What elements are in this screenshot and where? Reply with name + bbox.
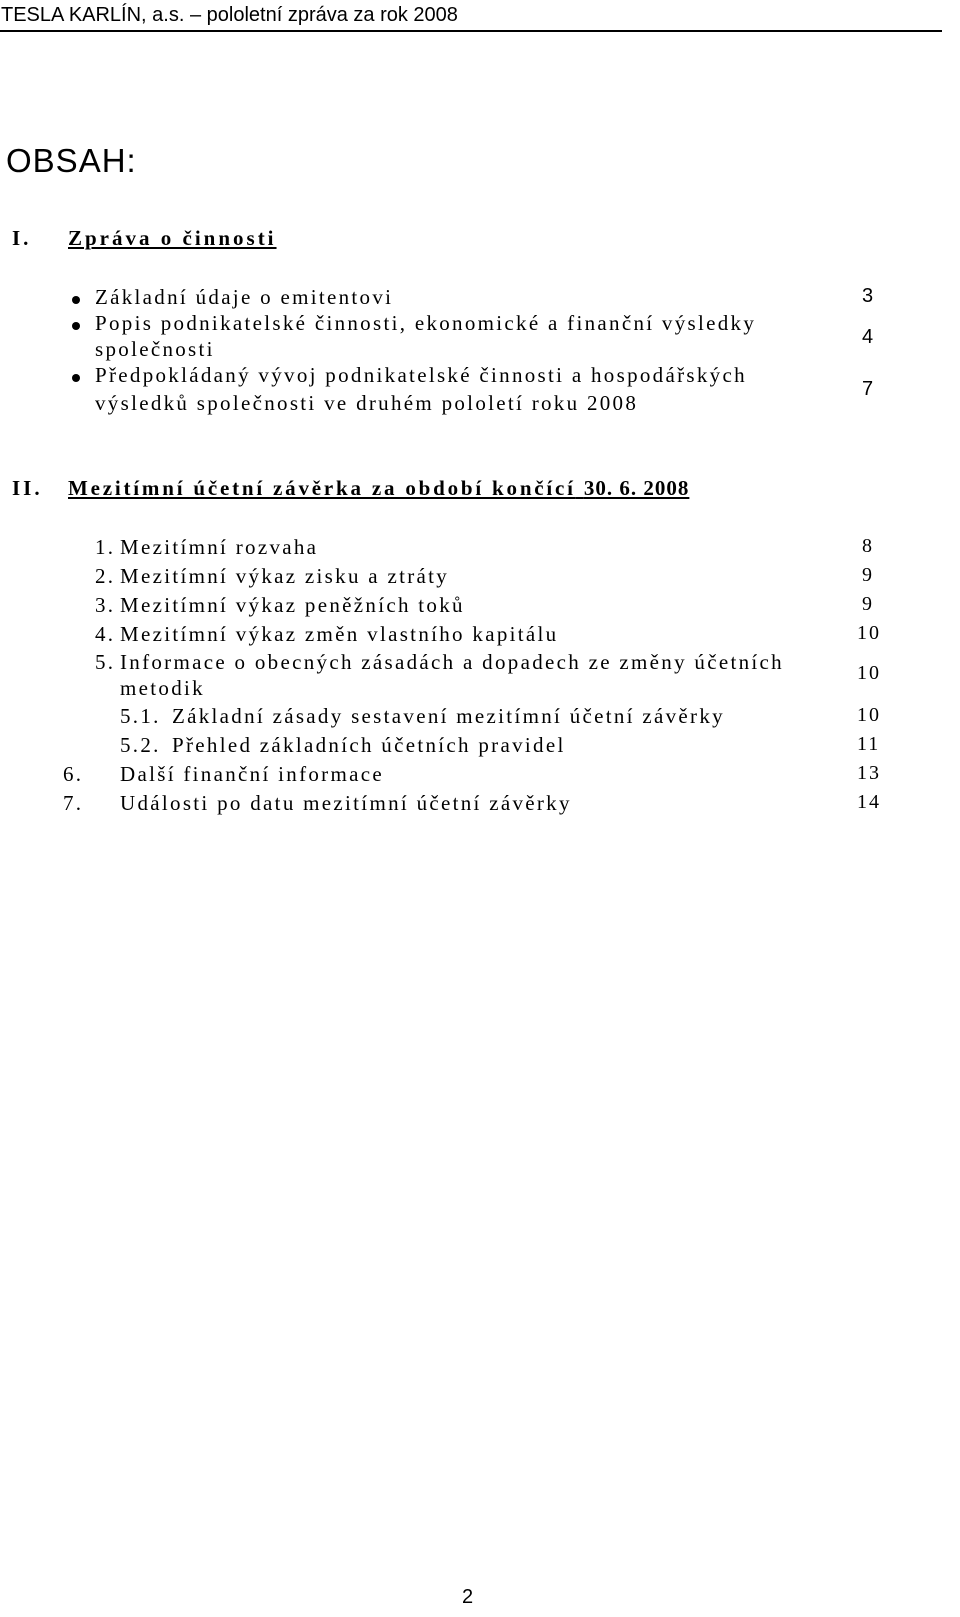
toc-item-3-page: 7: [862, 378, 874, 400]
toc-entry-2: Mezitímní výkaz zisku a ztráty: [120, 564, 450, 588]
header-text: TESLA KARLÍN, a.s. – pololetní zpráva za rok 2008: [1, 4, 458, 26]
toc-num-1: 1.: [95, 535, 116, 559]
toc-item-3-line-2: výsledků společnosti ve druhém pololetí roku 2008: [95, 391, 639, 415]
section-2-heading: [12, 476, 772, 506]
page-title: OBSAH:: [6, 142, 137, 179]
toc-num-5: 5.: [95, 650, 116, 674]
toc-num-5-1: 5.1.: [120, 704, 161, 728]
toc-num-7: 7.: [63, 791, 84, 815]
toc-entry-5-line-1: Informace o obecných zásadách a dopadech ze změny účetních: [120, 650, 784, 674]
running-header: [0, 0, 942, 32]
toc-num-6: 6.: [63, 762, 84, 786]
section-2-title-date: 30. 6. 2008: [583, 476, 690, 500]
section-2-title: [68, 476, 689, 501]
section-1-title: Zpráva o činnosti: [68, 226, 277, 250]
toc-entry-3-page: 9: [862, 593, 874, 615]
toc-entry-6: Další finanční informace: [120, 762, 384, 786]
toc-entry-5-line-2: metodik: [120, 676, 205, 700]
toc-entry-4-page: 10: [857, 622, 881, 644]
page-number: 2: [462, 1586, 474, 1608]
toc-entry-7-page: 14: [857, 791, 881, 813]
toc-num-4: 4.: [95, 622, 116, 646]
toc-item-2-line-1: Popis podnikatelské činnosti, ekonomické a finanční výsledky: [95, 311, 757, 335]
bullet-icon: [72, 322, 80, 330]
toc-entry-5-1-page: 10: [857, 704, 881, 726]
toc-item-2-page: 4: [862, 326, 874, 348]
toc-entry-5-2-page: 11: [857, 733, 881, 755]
toc-num-2: 2.: [95, 564, 116, 588]
bullet-icon: [72, 374, 80, 382]
toc-entry-5-1: Základní zásady sestavení mezitímní účetní závěrky: [172, 704, 725, 728]
toc-entry-5-page: 10: [857, 662, 881, 684]
section-2-title-text: Mezitímní účetní závěrka za období končící: [68, 476, 576, 500]
bullet-icon: [72, 296, 80, 304]
toc-num-3: 3.: [95, 593, 116, 617]
toc-num-5-2: 5.2.: [120, 733, 161, 757]
toc-entry-3: Mezitímní výkaz peněžních toků: [120, 593, 465, 617]
toc-entry-5-2: Přehled základních účetních pravidel: [172, 733, 566, 757]
section-1-heading: [12, 226, 412, 256]
section-1-number: I.: [12, 226, 32, 250]
toc-entry-1-page: 8: [862, 535, 874, 557]
toc-item-3-line-1: Předpokládaný vývoj podnikatelské činnosti a hospodářských: [95, 363, 747, 387]
toc-entry-1: Mezitímní rozvaha: [120, 535, 319, 559]
toc-entry-4: Mezitímní výkaz změn vlastního kapitálu: [120, 622, 559, 646]
toc-item-2-line-2: společnosti: [95, 337, 215, 361]
toc-entry-2-page: 9: [862, 564, 874, 586]
toc-entry-6-page: 13: [857, 762, 881, 784]
section-2-number: II.: [12, 476, 43, 500]
toc-entry-7: Události po datu mezitímní účetní závěrky: [120, 791, 572, 815]
toc-item-1-page: 3: [862, 285, 874, 307]
toc-item-1-line-1: Základní údaje o emitentovi: [95, 285, 394, 309]
